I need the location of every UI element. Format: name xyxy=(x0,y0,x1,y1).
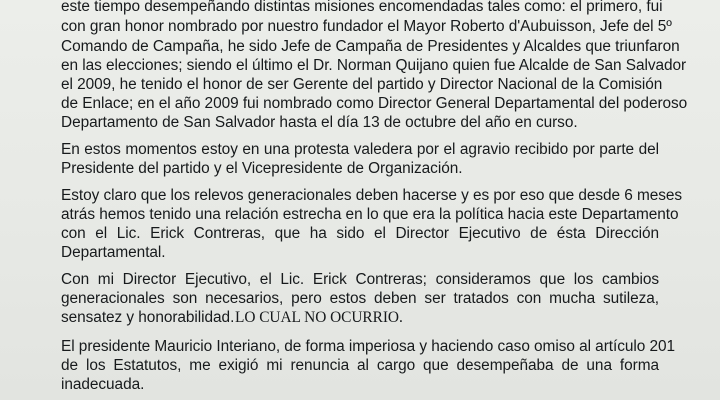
text-line: Con mi Director Ejecutivo, el Lic. Erick Contreras; consideramos que los cambios xyxy=(61,271,659,288)
text-line: generacionales son necesarios, pero estos deben ser tratados con mucha sutileza, xyxy=(61,290,659,307)
text-line: con el Lic. Erick Contreras, que ha sido el Director Ejecutivo de ésta Dirección xyxy=(61,225,659,242)
text-line: este tiempo desempeñando distintas misiones encomendadas tales como: el primero, fui xyxy=(61,0,663,15)
text-line: Comando de Campaña, he sido Jefe de Campaña de Presidentes y Alcaldes que triunfaron xyxy=(61,38,680,55)
text-line: en las elecciones; siendo el último el Dr. Norman Quijano quien fue Alcalde de San Salvador xyxy=(61,57,687,74)
text-line: sensatez y honorabilidad. xyxy=(61,309,235,326)
text-line: el 2009, he tenido el honor de ser Gerente del partido y Director Nacional de la Comisión xyxy=(61,76,663,93)
text-line: Estoy claro que los relevos generacionales deben hacerse y es por eso que desde 6 meses xyxy=(61,187,683,204)
text-line: con gran honor nombrado por nuestro fundador el Mayor Roberto d'Aubuisson, Jefe del 5º xyxy=(61,18,672,35)
text-line: atrás hemos tenido una relación estrecha en lo que era la política hacia este Departamento xyxy=(61,206,679,223)
text-line: Departamental. xyxy=(61,244,166,261)
emphasis-text: LO CUAL NO OCURRIO. xyxy=(235,309,403,326)
text-line: Presidente del partido y el Vicepresidente de Organización. xyxy=(61,160,463,177)
text-line: El presidente Mauricio Interiano, de forma imperiosa y haciendo caso omiso al artículo 201 xyxy=(61,338,676,355)
text-line: de los Estatutos, me exigió mi renuncia al cargo que desempeñaba de una forma xyxy=(61,357,659,374)
text-line: Departamento de San Salvador hasta el día 13 de octubre del año en curso. xyxy=(61,114,578,131)
text-line: En estos momentos estoy en una protesta valedera por el agravio recibido por parte del xyxy=(61,141,659,158)
text-line: de Enlace; en el año 2009 fui nombrado como Director General Departamental del poderoso xyxy=(61,95,688,112)
text-line: inadecuada. xyxy=(61,376,145,393)
